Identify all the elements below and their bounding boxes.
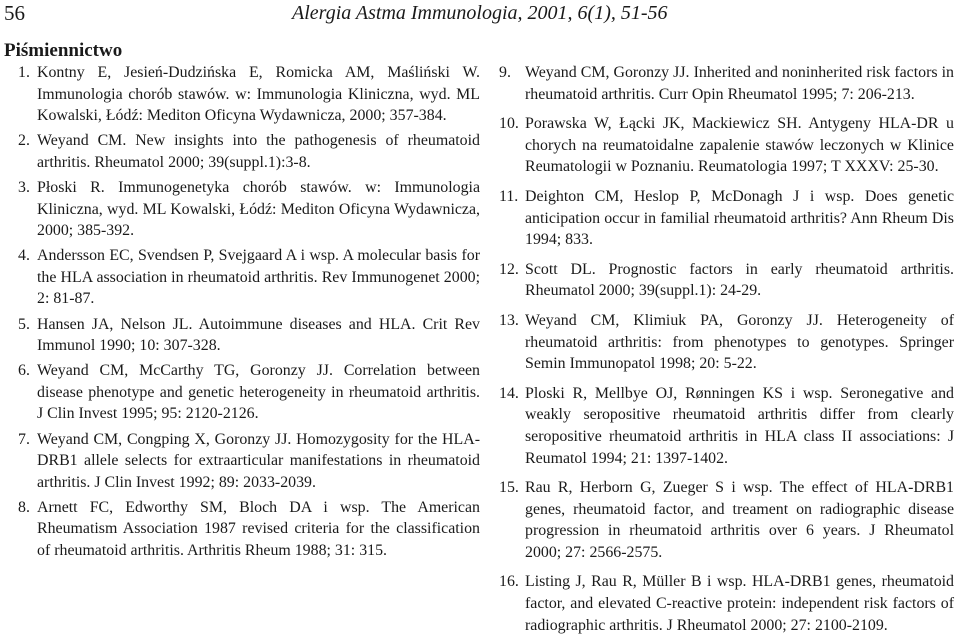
reference-item — [18, 360, 480, 425]
reference-item — [499, 310, 954, 375]
reference-item — [499, 477, 954, 563]
reference-item — [18, 62, 480, 127]
reference-number: 4. — [18, 247, 30, 265]
reference-text: Weyand CM, Klimiuk PA, Goronzy JJ. Heterogeneity of rheumatoid arthritis: from phenotypes to genotypes. Springer Semin Immunopatol 1998; 20: 5-22. — [525, 311, 954, 373]
reference-item — [18, 497, 480, 562]
reference-item — [18, 130, 480, 173]
reference-item — [499, 571, 954, 636]
reference-number: 8. — [18, 498, 30, 516]
reference-text: Andersson EC, Svendsen P, Svejgaard A i wsp. A molecular basis for the HLA association in rheumatoid arthritis. Rev Immunogenet 2000; 2: 81-87. — [37, 247, 480, 308]
reference-item — [18, 314, 480, 357]
reference-number: 11. — [499, 187, 519, 205]
reference-number: 2. — [18, 132, 30, 150]
reference-item — [18, 245, 480, 310]
reference-text: Listing J, Rau R, Müller B i wsp. HLA-DRB1 genes, rheumatoid factor, and elevated C-reactive protein: independent risk factors of radiographic arthritis. J Rheumatol 2000; 27: 2100-2109. — [525, 573, 954, 634]
reference-text: Hansen JA, Nelson JL. Autoimmune diseases and HLA. Crit Rev Immunol 1990; 10: 307-328. — [37, 315, 480, 355]
reference-text: Scott DL. Prognostic factors in early rheumatoid arthritis. Rheumatol 2000; 39(suppl.1): 24-29. — [525, 260, 954, 300]
reference-text: Weyand CM, Goronzy JJ. Inherited and noninherited risk factors in rheumatoid arthritis. Curr Opin Rheumatol 1995; 7: 206-213. — [525, 64, 954, 103]
reference-item — [18, 429, 480, 494]
reference-number: 5. — [18, 315, 30, 333]
reference-text: Deighton CM, Heslop P, McDonagh J i wsp. Does genetic anticipation occur in familial rheumatoid arthritis? Ann Rheum Dis 1994; 833. — [525, 187, 954, 249]
reference-text: Płoski R. Immunogenetyka chorób stawów. w: Immunologia Kliniczna, wyd. ML Kowalski, Łódź: Mediton Oficyna Wydawnicza, 2000; 385-392. — [37, 178, 480, 240]
reference-number: 15. — [499, 479, 519, 497]
reference-number: 7. — [18, 430, 30, 448]
reference-number: 1. — [18, 64, 30, 81]
running-head: Alergia Astma Immunologia, 2001, 6(1), 51-56 — [292, 2, 668, 24]
reference-text: Rau R, Herborn G, Zueger S i wsp. The effect of HLA-DRB1 genes, rheumatoid factor, and treament on radiographic disease progression in rheumatoid arthritis over 6 years. J Rheumatol 2000; 27: 2566-2575. — [525, 479, 954, 561]
reference-item — [499, 259, 954, 302]
reference-text: Porawska W, Łącki JK, Mackiewicz SH. Antygeny HLA-DR u chorych na reumatoidalne zapalenie stawów leczonych w Klinice Reumatologii w Poznaniu. Reumatologia 1997; T XXXV: 25-30. — [525, 115, 954, 176]
reference-item — [499, 113, 954, 178]
references-left-column — [18, 62, 480, 565]
reference-number: 12. — [499, 260, 519, 278]
reference-item — [499, 62, 954, 105]
reference-item — [18, 177, 480, 242]
reference-number: 13. — [499, 311, 519, 329]
section-title: Piśmiennictwo — [4, 40, 123, 61]
reference-text: Weyand CM, McCarthy TG, Goronzy JJ. Correlation between disease phenotype and genetic heterogeneity in rheumatoid arthritis. J Clin Invest 1995; 95: 2120-2126. — [37, 362, 480, 423]
reference-number: 16. — [499, 573, 519, 591]
reference-item — [499, 186, 954, 251]
reference-item — [499, 383, 954, 469]
reference-text: Kontny E, Jesień-Dudzińska E, Romicka AM, Maśliński W. Immunologia chorób stawów. w: Immunologia Kliniczna, wyd. ML Kowalski, Łódź: Mediton Oficyna Wydawnicza, 2000; 357-384. — [37, 64, 480, 125]
reference-number: 9. — [499, 64, 511, 81]
references-right-column — [499, 62, 954, 644]
reference-text: Arnett FC, Edworthy SM, Bloch DA i wsp. The American Rheumatism Association 1987 revised criteria for the classification of rheumatoid arthritis. Arthritis Rheum 1988; 31: 315. — [37, 498, 480, 559]
reference-number: 3. — [18, 178, 30, 196]
reference-number: 6. — [18, 362, 30, 380]
reference-text: Weyand CM. New insights into the pathogenesis of rheumatoid arthritis. Rheumatol 2000; 39(suppl.1):3-8. — [37, 132, 480, 171]
reference-text: Weyand CM, Congping X, Goronzy JJ. Homozygosity for the HLA-DRB1 allele selects for extraarticular manifestations in rheumatoid arthritis. J Clin Invest 1992; 89: 2033-2039. — [37, 430, 480, 491]
reference-number: 10. — [499, 115, 519, 133]
reference-number: 14. — [499, 384, 519, 402]
page-number: 56 — [4, 1, 25, 25]
reference-text: Ploski R, Mellbye OJ, Rønningen KS i wsp. Seronegative and weakly seropositive rheumatoid arthritis differ from clearly seropositive rheumatoid arthritis in HLA class II associations: J Reumatol 1994; 21: 1397-1402. — [525, 384, 954, 467]
